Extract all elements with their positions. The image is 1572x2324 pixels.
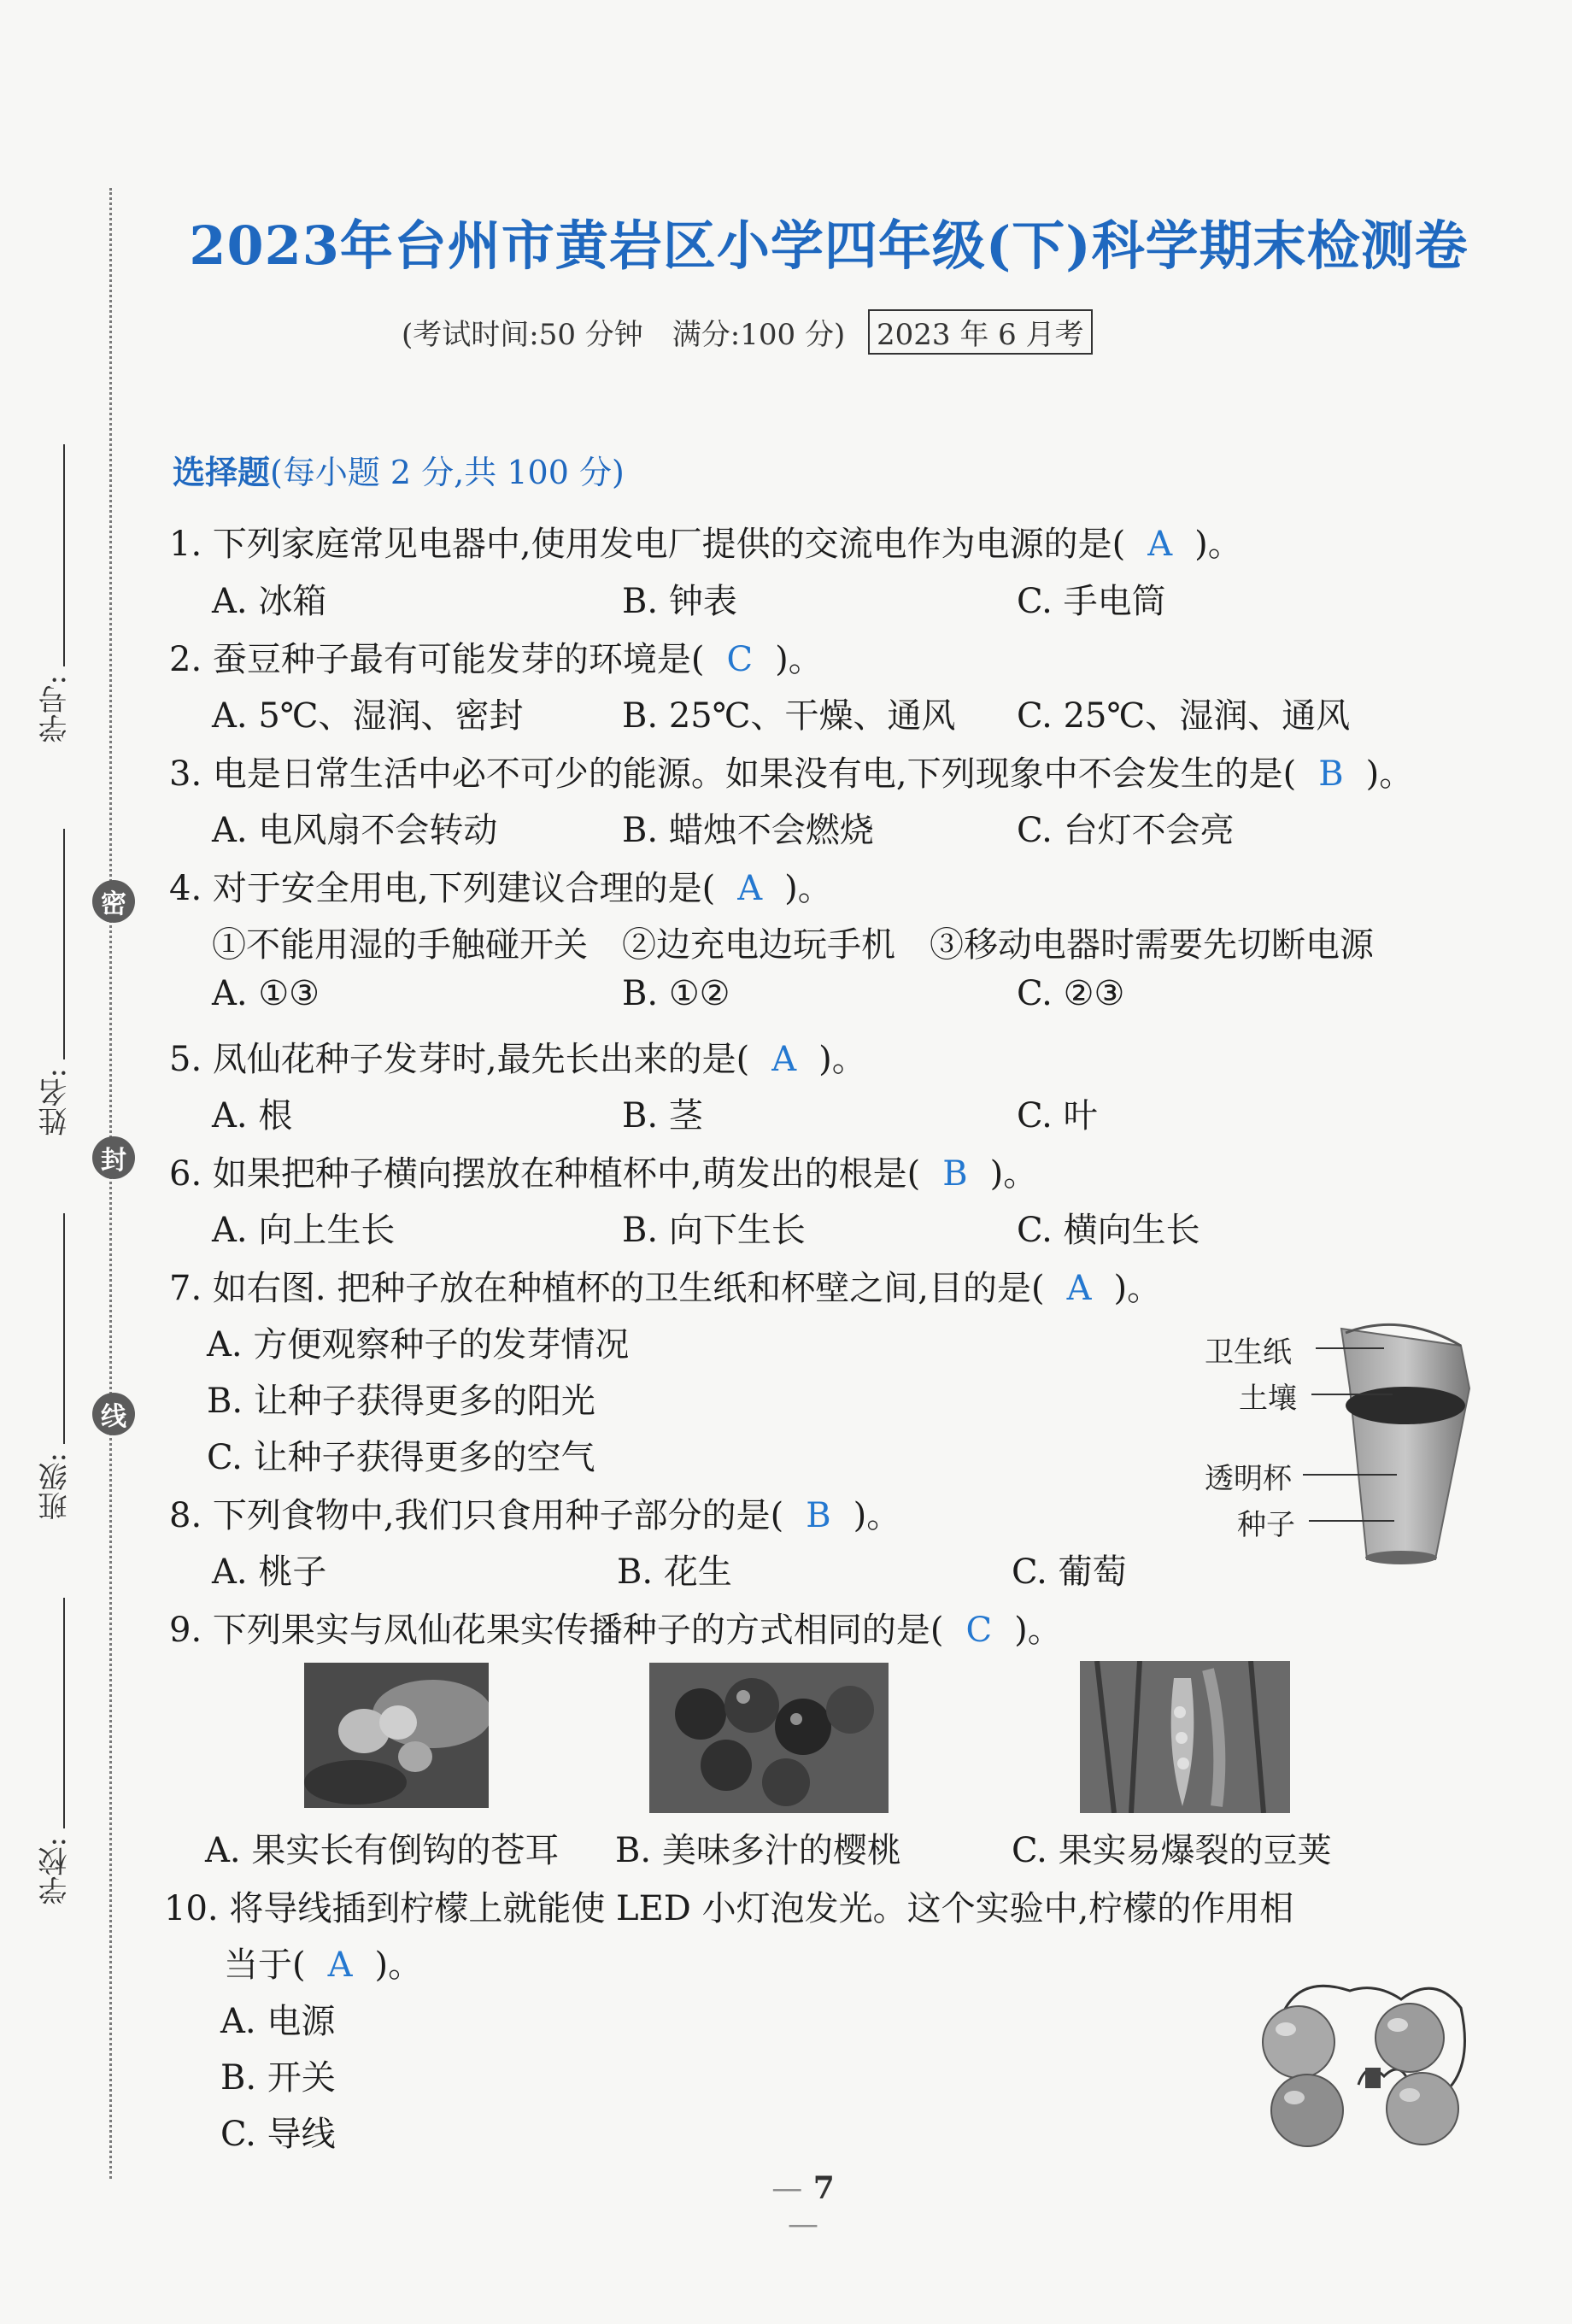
question-7: 7. 如右图. 把种子放在种植杯的卫生纸和杯壁之间,目的是( A )。: [169, 1269, 1162, 1308]
section-title: 选择题: [173, 453, 271, 491]
dash-left: —: [771, 2171, 803, 2206]
cherry-image: [649, 1663, 889, 1813]
q1-option-a: A. 冰箱: [212, 582, 327, 621]
q4-option-a: A. ①③: [212, 974, 320, 1013]
q1-option-b: B. 钟表: [622, 582, 737, 621]
class-blank[interactable]: [63, 1213, 65, 1444]
question-10-continued: 当于( A )。: [224, 1945, 423, 1985]
q3-option-a: A. 电风扇不会转动: [212, 811, 498, 850]
answer-2: C: [726, 640, 754, 679]
exam-date-box: 2023 年 6 月考: [868, 309, 1093, 355]
q3-option-b: B. 蜡烛不会燃烧: [622, 811, 874, 850]
q8-option-b: B. 花生: [617, 1552, 732, 1592]
question-9: 9. 下列果实与凤仙花果实传播种子的方式相同的是( C )。: [169, 1611, 1062, 1650]
label-clear-cup: 透明杯: [1205, 1462, 1292, 1496]
q10-option-b: B. 开关: [220, 2058, 336, 2098]
q7-option-a: A. 方便观察种子的发芽情况: [207, 1325, 630, 1364]
question-8: 8. 下列食物中,我们只食用种子部分的是( B )。: [169, 1496, 901, 1535]
planting-cup-figure: [1196, 1312, 1487, 1568]
name-blank[interactable]: [63, 829, 65, 1059]
answer-7: A: [1066, 1269, 1092, 1308]
question-4: 4. 对于安全用电,下列建议合理的是( A )。: [169, 869, 832, 908]
question-5: 5. 凤仙花种子发芽时,最先长出来的是( A )。: [169, 1040, 866, 1079]
leader-line: [1311, 1394, 1393, 1395]
exam-info: [402, 309, 1093, 355]
q2-option-c: C. 25℃、湿润、通风: [1017, 696, 1351, 736]
q10-option-c: C. 导线: [220, 2115, 336, 2154]
answer-9: C: [965, 1611, 993, 1650]
seal-feng: 封: [92, 1136, 135, 1179]
q2-option-b: B. 25℃、干燥、通风: [622, 696, 956, 736]
q6-option-c: C. 横向生长: [1017, 1211, 1200, 1250]
q8-option-a: A. 桃子: [212, 1552, 327, 1592]
q6-option-b: B. 向下生长: [622, 1211, 806, 1250]
q9-option-c: C. 果实易爆裂的豆荚: [1012, 1831, 1332, 1870]
page-number-value: 7: [812, 2170, 835, 2206]
q4-statements: ①不能用湿的手触碰开关 ②边充电边玩手机 ③移动电器时需要先切断电源: [212, 925, 1374, 965]
seal-mi: 密: [92, 880, 135, 923]
section-heading: [173, 446, 625, 493]
q7-option-b: B. 让种子获得更多的阳光: [207, 1382, 595, 1421]
lemon-battery-figure: [1230, 1965, 1487, 2153]
answer-4: A: [737, 869, 763, 908]
answer-10: A: [327, 1945, 353, 1985]
question-1: 1. 下列家庭常见电器中,使用发电厂提供的交流电作为电源的是( A )。: [169, 525, 1242, 564]
q6-option-a: A. 向上生长: [212, 1211, 396, 1250]
section-note: (每小题 2 分,共 100 分): [270, 454, 625, 491]
binding-margin: [0, 0, 137, 2324]
leader-line: [1303, 1474, 1397, 1476]
cocklebur-image: [304, 1663, 489, 1808]
fold-dotted-line: [109, 188, 112, 2179]
answer-3: B: [1318, 754, 1344, 794]
seal-xian: 线: [92, 1393, 135, 1435]
exam-time-score: (考试时间:50 分钟 满分:100 分): [402, 318, 846, 352]
q9-option-b: B. 美味多汁的樱桃: [615, 1831, 901, 1870]
label-seed: 种子: [1237, 1508, 1295, 1542]
class-label: 班级:: [38, 1452, 73, 1521]
q5-option-b: B. 茎: [622, 1096, 703, 1136]
q9-option-a: A. 果实长有倒钩的苍耳: [205, 1831, 560, 1870]
school-blank[interactable]: [63, 1598, 65, 1828]
q2-option-a: A. 5℃、湿润、密封: [212, 696, 524, 736]
student-id-blank[interactable]: [63, 444, 65, 666]
name-label: 姓名:: [38, 1068, 73, 1136]
page-number: [752, 2170, 854, 2242]
label-toilet-paper: 卫生纸: [1205, 1335, 1292, 1370]
dash-right: —: [788, 2207, 818, 2242]
q4-option-b: B. ①②: [622, 974, 730, 1013]
answer-8: B: [806, 1496, 831, 1535]
q8-option-c: C. 葡萄: [1012, 1552, 1127, 1592]
question-2: 2. 蚕豆种子最有可能发芽的环境是( C )。: [169, 640, 823, 679]
q3-option-c: C. 台灯不会亮: [1017, 811, 1235, 850]
bean-pod-photo: [1080, 1661, 1290, 1813]
answer-6: B: [942, 1154, 968, 1194]
q1-option-c: C. 手电筒: [1017, 582, 1166, 621]
q10-option-a: A. 电源: [220, 2002, 336, 2041]
leader-line: [1316, 1347, 1384, 1349]
q5-option-a: A. 根: [212, 1096, 293, 1136]
q5-option-c: C. 叶: [1017, 1096, 1098, 1136]
student-id-label: 学号:: [38, 675, 73, 743]
question-3: 3. 电是日常生活中必不可少的能源。如果没有电,下列现象中不会发生的是( B )。: [169, 754, 1414, 794]
leader-line: [1309, 1520, 1394, 1522]
label-soil: 土壤: [1239, 1382, 1297, 1416]
school-label: 学校:: [38, 1837, 73, 1905]
answer-1: A: [1147, 525, 1173, 564]
q4-option-c: C. ②③: [1017, 974, 1125, 1013]
page-title: 2023年台州市黄岩区小学四年级(下)科学期末检测卷: [189, 214, 1469, 277]
cherry-photo: [649, 1663, 889, 1813]
answer-5: A: [771, 1040, 797, 1079]
question-6: 6. 如果把种子横向摆放在种植杯中,萌发出的根是( B )。: [169, 1154, 1038, 1194]
cocklebur-photo: [304, 1663, 489, 1808]
bean-pod-image: [1080, 1661, 1290, 1813]
question-10: 10. 将导线插到柠檬上就能使 LED 小灯泡发光。这个实验中,柠檬的作用相: [164, 1889, 1294, 1928]
lemon-battery-image: [1230, 1965, 1487, 2153]
q7-option-c: C. 让种子获得更多的空气: [207, 1438, 595, 1477]
